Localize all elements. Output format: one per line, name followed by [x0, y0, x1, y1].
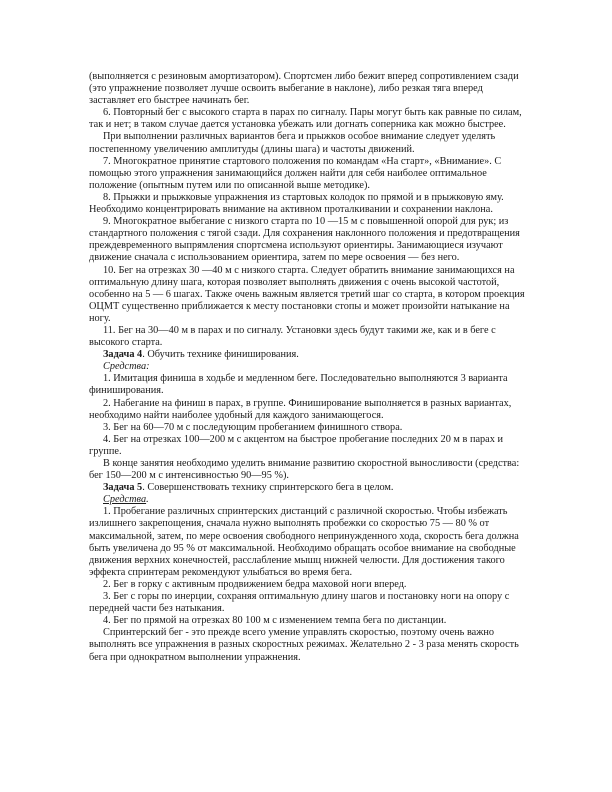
exercise-11: 11. Бег на 30—40 м в парах и по сигналу. Установки здесь будут такими же, как и в беге с высокого старта. — [89, 324, 496, 349]
finish-means-2: 2. Набегание на финиш в парах, в группе. Финиширование выполняется в разных вариантах, необходимо найти наиболее удобный для каждого занимающегося. — [89, 397, 512, 421]
means-heading-5 — [89, 494, 529, 506]
task-4-text: . Обучить технике финиширования. — [142, 349, 299, 361]
sprint-means-3: 3. Бег с горы по инерции, сохраняя оптимальную длину шагов и постановку ноги на опору с передней части без натыкания. — [89, 591, 510, 615]
sprint-means-2: 2. Бег в горку с активным продвижением бедра маховой ноги вперед. — [103, 578, 407, 590]
means-label-4: Средства — [103, 361, 147, 373]
means-colon-4: : — [146, 361, 150, 373]
closing-paragraph: Спринтерский бег - это прежде всего умение управлять скоростью, поэтому очень важно выполнять все упражнения в разных скоростных режимах. Желательно 2 - 3 раза менять скорость бега при однократном выполнении упражнения. — [89, 627, 519, 663]
paragraph-continuation: (выполняется с резиновым амортизатором). Спортсмен либо бежит вперед сопротивлением сзади (это упражнение позволяет лучше освоить выбегание в наклоне), либо резкая тяга вперед заставляет его быстрее начинать бег. — [89, 71, 519, 107]
finish-means-4: 4. Бег на отрезках 100—200 м с акцентом на быстрое пробегание последних 20 м в парах и группе. — [89, 433, 503, 457]
exercise-7: 7. Многократное принятие стартового положения по командам «На старт», «Внимание». С помощью этого упражнения занимающийся должен найти для себя наиболее оптимальное положение (опытным путем или по описанной выше методике). — [89, 155, 502, 191]
exercise-10: 10. Бег на отрезках 30 —40 м с низкого старта. Следует обратить внимание занимающихся на оптимальную длину шага, которая позволяет выполнять движения с очень высокой частотой, особенно на 5 — 6 шагах. Также очень важным является третий шаг со старта, в котором проекция ОЦМТ существенно приближается к месту постановки стопы и может произойти натыкание на ногу. — [89, 264, 525, 324]
sprint-means-4: 4. Бег по прямой на отрезках 80 100 м с изменением темпа бега по дистанции. — [103, 615, 447, 627]
exercise-8: 8. Прыжки и прыжковые упражнения из стартовых колодок по прямой и в прыжковую яму. Необходимо концентрировать внимание на активном проталкивании и сохранении наклона. — [89, 191, 504, 216]
finish-means-1: 1. Имитация финиша в ходьбе и медленном беге. Последовательно выполняются 3 варианта финиширования. — [89, 373, 508, 397]
document-page — [89, 71, 529, 664]
means-dot-5: . — [146, 494, 149, 506]
endurance-note: В конце занятия необходимо уделить внимание развитию скоростной выносливости (средства: бег 150—200 м с интенсивностью 90—95 %). — [89, 458, 520, 482]
note-paragraph: При выполнении различных вариантов бега и прыжков особое внимание следует уделять постепенному увеличению амплитуды (длины шага) и частоты движений. — [89, 131, 496, 155]
sprint-means-1: 1. Пробегание различных спринтерских дистанций с различной скоростью. Чтобы избежать излишнего закрепощения, сначала нужно выполнять пробежки со скоростью 75 — 80 % от максимальной, затем, по мере освоения свободного непринужденного хода, скорость бега должна быть увеличена до 95 % от максимальной. Необходимо обращать особое внимание на свободные движения верхних конечностей, расслабление мышц нижней челюсти. Для достижения такого эффекта спринтерам рекомендуют улыбаться во время бега. — [89, 506, 519, 578]
means-label-5: Средства — [103, 494, 147, 506]
task-5-text: . Совершенствовать технику спринтерского бега в целом. — [142, 482, 394, 494]
task-4-label: Задача 4 — [103, 349, 143, 361]
task-5-heading — [89, 482, 529, 494]
exercise-9: 9. Многократное выбегание с низкого старта по 10 —15 м с повышенной опорой для рук; из стандартного положения с тягой сзади. Для сохранения наклонного положения и предотвращения преждевременного выпрямления спортсмена используют ориентиры. Занимающиеся изучают движение сначала с использованием ориентира, затем по мере освоения — без него. — [89, 216, 520, 264]
task-5-label: Задача 5 — [103, 482, 143, 494]
exercise-6: 6. Повторный бег с высокого старта в парах по сигналу. Пары могут быть как равные по силам, так и нет; в таком случае дается установка убежать или догнать соперника как можно быстрее. — [89, 107, 522, 131]
means-heading-4 — [89, 361, 529, 373]
task-4-heading — [89, 349, 529, 361]
finish-means-3: 3. Бег на 60—70 м с последующим пробеганием финишного створа. — [103, 421, 403, 433]
